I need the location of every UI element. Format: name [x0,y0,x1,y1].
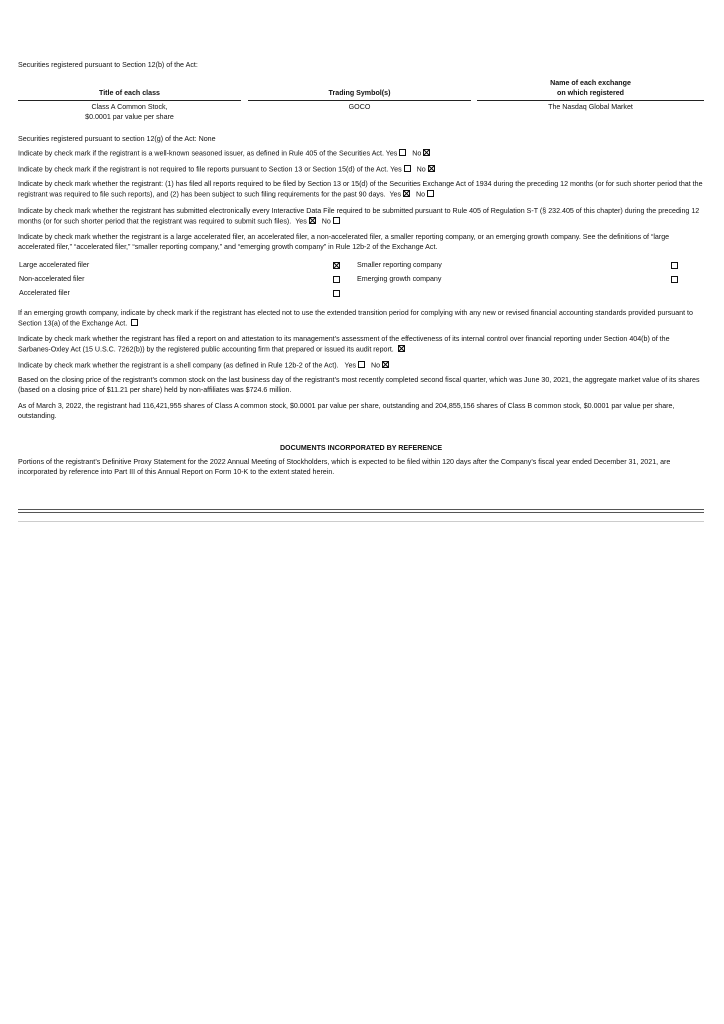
wksi-question: Indicate by check mark if the registrant is a well-known seasoned issuer, as defined in Rule 405 of the Securities Act. Yes No [18,149,704,159]
filer-status-intro: Indicate by check mark whether the registrant is a large accelerated filer, an accelerated filer, a non-accelerated filer, a smaller reporting company, or an emerging growth company. See the definitions of “large accelerated filer,” “accelerated filer,” “smaller reporting company,” and “emerging growth company” in Rule 12b-2 of the Exchange Act. [18,233,670,251]
table-cell-exchange: The Nasdaq Global Market [548,103,633,111]
filer-row [18,261,704,274]
page-divider [18,512,704,513]
filer-row [18,289,704,302]
shares-outstanding-text: As of March 3, 2022, the registrant had 116,421,955 shares of Class A common stock, $0.0001 par value per share, outstanding and 204,855,156 shares of Class B common stock, $0.0001 par value per share, outstanding. [18,402,675,420]
not-required-no-checkbox[interactable] [428,165,435,172]
wksi-no-checkbox[interactable] [423,149,430,156]
filed-reports-no-checkbox[interactable] [427,190,434,197]
filed-reports-question: Indicate by check mark whether the registrant: (1) has filed all reports required to be filed by Section 13 or 15(d) of the Securities Exchange Act of 1934 during the preceding 12 months (or for such shorter period that the registrant was required to file such reports), and (2) has been subject to such filing requirements for the past 90 days. Yes No [18,180,703,199]
section-12b-heading: Securities registered pursuant to Section 12(b) of the Act: [18,61,198,69]
table-cell-symbol: GOCO [348,103,371,111]
egc-transition-checkbox[interactable] [131,319,138,326]
not-required-yes-checkbox[interactable] [404,165,411,172]
smaller-reporting-company-label: Smaller reporting company [357,261,442,269]
emerging-growth-company-label: Emerging growth company [357,275,442,283]
filed-reports-yes-checkbox[interactable] [403,190,410,197]
non-accelerated-filer-checkbox[interactable] [333,276,340,283]
not-required-question: Indicate by check mark if the registrant is not required to file reports pursuant to Section 13 or Section 15(d) of the Act. Yes No [18,165,704,175]
table-cell-class: Class A Common Stock, $0.0001 par value per share [85,103,174,121]
shell-no-checkbox[interactable] [382,361,389,368]
emerging-growth-company-checkbox[interactable] [671,276,678,283]
interactive-data-no-checkbox[interactable] [333,217,340,224]
smaller-reporting-company-checkbox[interactable] [671,262,678,269]
table-header-exchange: Name of each exchange on which registered [477,79,704,101]
table-header-symbol: Trading Symbol(s) [248,79,471,101]
page-divider [18,509,704,510]
non-accelerated-filer-label: Non-accelerated filer [19,275,85,283]
page-divider [18,521,704,522]
docs-incorporated-text: Portions of the registrant’s Definitive Proxy Statement for the 2022 Annual Meeting of Stockholders, which is expected to be filed within 120 days after the Company’s fiscal year ended December 31, 2021, are incorporated by reference into Part III of this Annual Report on Form 10-K to the extent stated herein. [18,458,671,476]
market-value-text: Based on the closing price of the registrant’s common stock on the last business day of the registrant’s most recently completed second fiscal quarter, which was June 30, 2021, the aggregate market value of its shares (based on a closing price of $11.21 per share) held by non-affiliates was $724.6 million. [18,376,700,394]
securities-table [18,79,704,129]
wksi-yes-checkbox[interactable] [399,149,406,156]
large-accelerated-filer-label: Large accelerated filer [19,261,90,269]
shell-company-question: Indicate by check mark whether the registrant is a shell company (as defined in Rule 12b-2 of the Act). Yes No [18,361,704,371]
docs-incorporated-heading: DOCUMENTS INCORPORATED BY REFERENCE [279,444,443,452]
large-accelerated-filer-checkbox[interactable] [333,262,340,269]
interactive-data-question: Indicate by check mark whether the registrant has submitted electronically every Interactive Data File required to be submitted pursuant to Rule 405 of Regulation S-T (§ 232.405 of this chapter) during the preceding 12 months (or for such shorter period that the registrant was required to submit such files). Yes No [18,207,700,226]
accelerated-filer-checkbox[interactable] [333,290,340,297]
attestation-question: Indicate by check mark whether the registrant has filed a report on and attestation to its management’s assessment of the effectiveness of its internal control over financial reporting under Section 404(b) of the Sarbanes-Oxley Act (15 U.S.C. 7262(b)) by the registered public accounting firm that prepared or issued its audit report. [18,335,670,354]
section-12g-text: Securities registered pursuant to section 12(g) of the Act: None [18,135,216,143]
egc-transition-question: If an emerging growth company, indicate by check mark if the registrant has elected not to use the extended transition period for complying with any new or revised financial accounting standards provided pursuant to Section 13(a) of the Exchange Act. [18,309,693,328]
filer-row [18,275,704,288]
table-column-exchange [477,79,704,113]
table-column-title [18,79,241,123]
shell-yes-checkbox[interactable] [358,361,365,368]
accelerated-filer-label: Accelerated filer [19,289,70,297]
attestation-checkbox[interactable] [398,345,405,352]
interactive-data-yes-checkbox[interactable] [309,217,316,224]
table-column-symbol [248,79,471,113]
table-header-title: Title of each class [18,79,241,101]
